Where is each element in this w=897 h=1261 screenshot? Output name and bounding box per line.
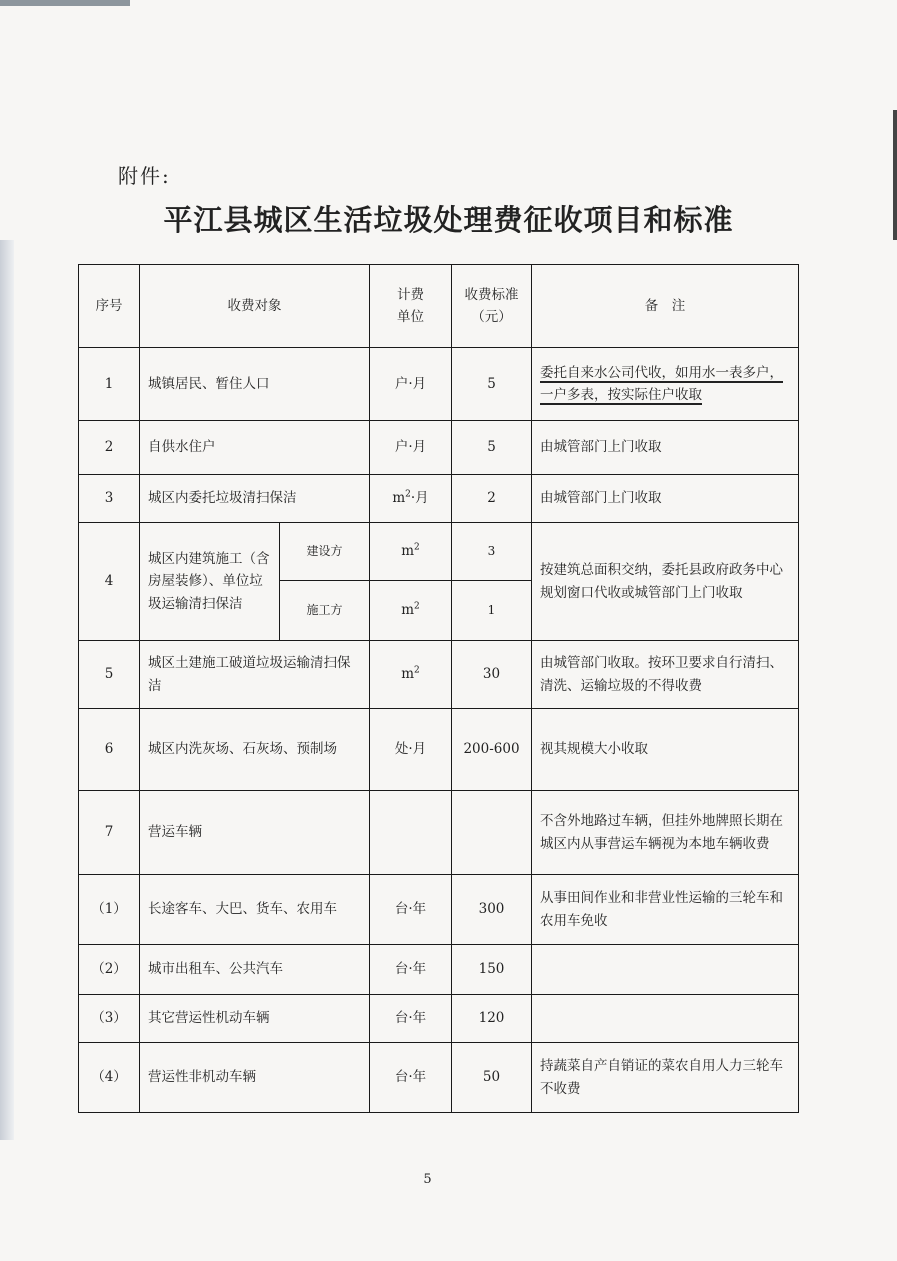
table-row <box>79 523 799 581</box>
document-title: 平江县城区生活垃圾处理费征收项目和标准 <box>163 203 734 237</box>
row-unit <box>370 791 452 875</box>
unit-suffix: ·月 <box>410 490 429 507</box>
row-standard: 5 <box>452 421 532 475</box>
row-note: 持蔬菜自产自销证的菜农自用人力三轮车不收费 <box>532 1043 799 1113</box>
row-target: 营运车辆 <box>140 791 370 875</box>
row-note: 由城管部门上门收取 <box>532 421 799 475</box>
header-unit-line2: 单位 <box>397 309 424 325</box>
row-note: 由城管部门上门收取 <box>532 475 799 523</box>
unit-base: m <box>401 602 415 619</box>
row-unit <box>370 523 452 581</box>
row-standard: 200-600 <box>452 709 532 791</box>
row-seq: 5 <box>79 641 140 709</box>
row-unit: 处·月 <box>370 709 452 791</box>
row-standard: 50 <box>452 1043 532 1113</box>
page-number: 5 <box>423 1172 432 1187</box>
row-unit <box>370 475 452 523</box>
table-row <box>79 709 799 791</box>
row-target: 自供水住户 <box>140 421 370 475</box>
row-unit: 台·年 <box>370 875 452 945</box>
row-seq: 1 <box>79 348 140 421</box>
header-standard-line1: 收费标准 <box>464 286 519 303</box>
table-row <box>79 791 799 875</box>
header-standard-line2: （元） <box>471 309 512 325</box>
row-unit: 台·年 <box>370 995 452 1043</box>
table-header-row <box>79 265 799 348</box>
table-row <box>79 348 799 421</box>
row-subtarget: 施工方 <box>280 581 370 641</box>
scan-artifact-left <box>0 240 14 1140</box>
unit-base: m <box>401 666 415 683</box>
unit-superscript: 2 <box>414 665 420 676</box>
row-unit: 台·年 <box>370 945 452 995</box>
row-target: 城市出租车、公共汽车 <box>140 945 370 995</box>
header-standard <box>452 265 532 348</box>
header-target: 收费对象 <box>140 265 370 348</box>
row-unit: 台·年 <box>370 1043 452 1113</box>
row-target: 其它营运性机动车辆 <box>140 995 370 1043</box>
row-seq: 6 <box>79 709 140 791</box>
header-unit-line1: 计费 <box>397 286 424 303</box>
row-note: 不含外地路过车辆，但挂外地牌照长期在城区内从事营运车辆视为本地车辆收费 <box>532 791 799 875</box>
row-unit <box>370 581 452 641</box>
row-seq: （1） <box>79 875 140 945</box>
row-seq: 3 <box>79 475 140 523</box>
table-row <box>79 421 799 475</box>
unit-base: m <box>392 490 406 507</box>
unit-base: m <box>401 543 415 560</box>
row-seq: （2） <box>79 945 140 995</box>
row-note-text: 委托自来水公司代收，如用水一表多户，一户多表，按实际住户收取 <box>540 364 783 403</box>
fee-table <box>78 264 799 1113</box>
row-subtarget: 建设方 <box>280 523 370 581</box>
row-note: 视其规模大小收取 <box>532 709 799 791</box>
row-standard <box>452 791 532 875</box>
table-row <box>79 475 799 523</box>
row-unit: 户·月 <box>370 421 452 475</box>
row-unit <box>370 641 452 709</box>
row-seq: 7 <box>79 791 140 875</box>
row-note: 从事田间作业和非营业性运输的三轮车和农用车免收 <box>532 875 799 945</box>
header-seq: 序号 <box>79 265 140 348</box>
row-seq: （4） <box>79 1043 140 1113</box>
row-standard: 120 <box>452 995 532 1043</box>
row-note: 按建筑总面积交纳，委托县政府政务中心规划窗口代收或城管部门上门收取 <box>532 523 799 641</box>
header-unit <box>370 265 452 348</box>
row-target: 城区内委托垃圾清扫保洁 <box>140 475 370 523</box>
row-standard: 150 <box>452 945 532 995</box>
row-note <box>532 348 799 421</box>
table-row <box>79 875 799 945</box>
row-target: 城区内洗灰场、石灰场、预制场 <box>140 709 370 791</box>
row-standard: 300 <box>452 875 532 945</box>
scan-artifact-top <box>0 0 130 6</box>
row-standard: 1 <box>452 581 532 641</box>
row-standard: 30 <box>452 641 532 709</box>
attachment-label: 附件: <box>118 164 171 188</box>
row-unit: 户·月 <box>370 348 452 421</box>
row-note: 由城管部门收取。按环卫要求自行清扫、清洗、运输垃圾的不得收费 <box>532 641 799 709</box>
unit-superscript: 2 <box>414 601 420 612</box>
row-standard: 3 <box>452 523 532 581</box>
table-row <box>79 995 799 1043</box>
row-target: 城区土建施工破道垃圾运输清扫保洁 <box>140 641 370 709</box>
row-seq: （3） <box>79 995 140 1043</box>
row-target: 城镇居民、暂住人口 <box>140 348 370 421</box>
unit-superscript: 2 <box>414 542 420 553</box>
header-note: 备 注 <box>532 265 799 348</box>
row-standard: 5 <box>452 348 532 421</box>
row-target: 营运性非机动车辆 <box>140 1043 370 1113</box>
row-target: 长途客车、大巴、货车、农用车 <box>140 875 370 945</box>
unit-superscript: 2 <box>405 489 411 500</box>
row-seq: 2 <box>79 421 140 475</box>
row-seq: 4 <box>79 523 140 641</box>
row-target: 城区内建筑施工（含房屋装修）、单位垃圾运输清扫保洁 <box>140 523 280 641</box>
row-note <box>532 995 799 1043</box>
table-row <box>79 945 799 995</box>
table-row <box>79 641 799 709</box>
table-row <box>79 1043 799 1113</box>
row-note <box>532 945 799 995</box>
row-standard: 2 <box>452 475 532 523</box>
